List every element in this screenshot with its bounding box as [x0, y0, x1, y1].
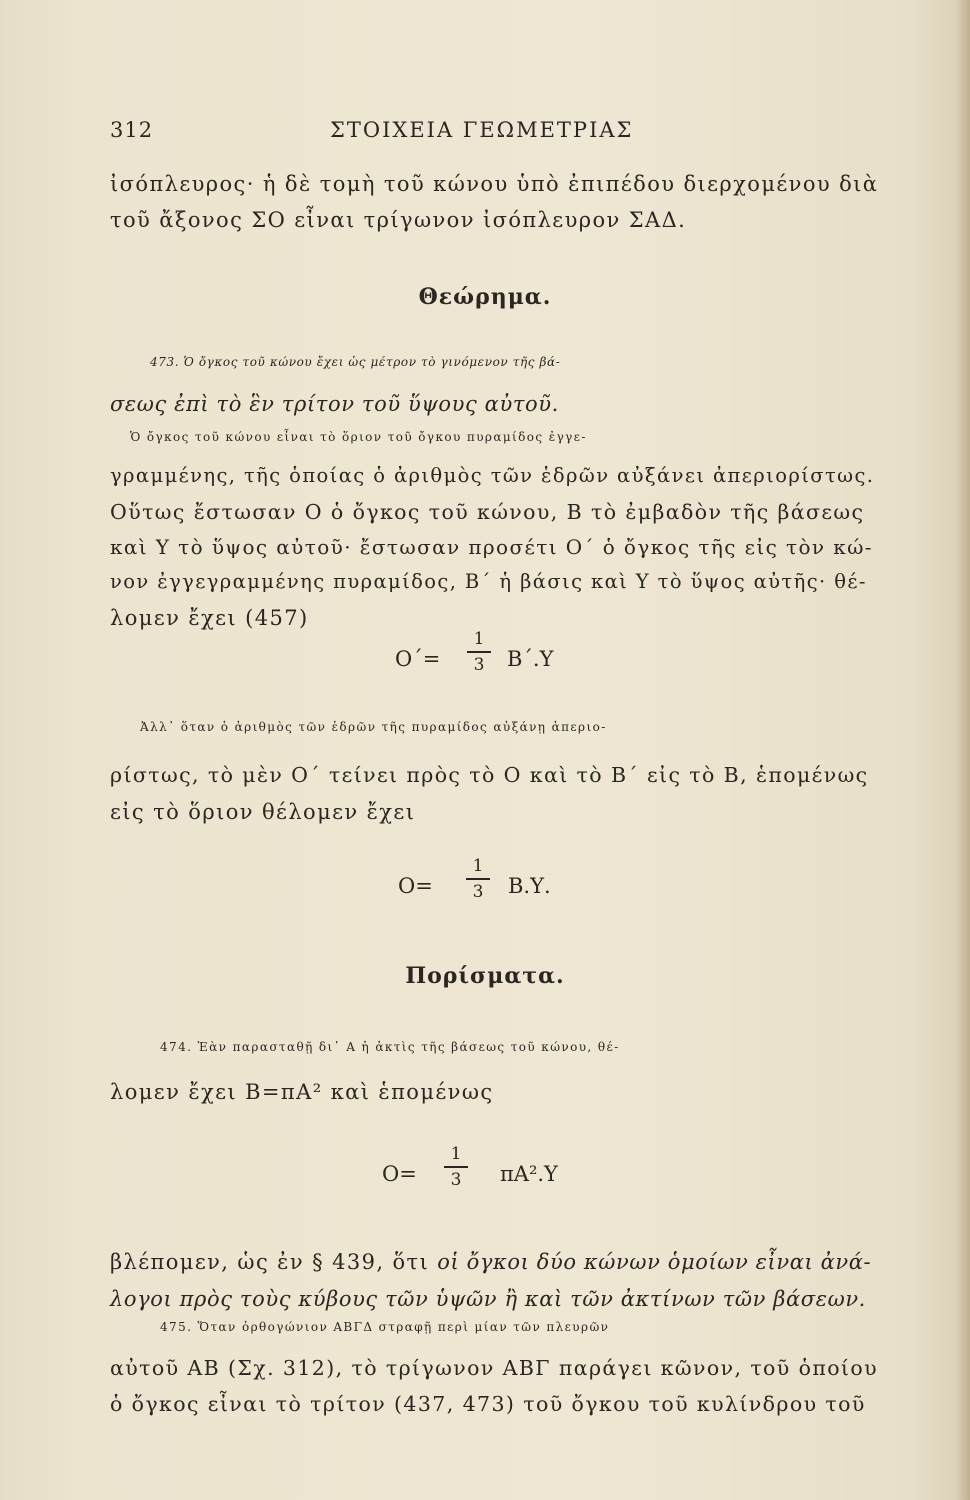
fraction-numerator: 1	[450, 1144, 462, 1164]
proof-line: καὶ Υ τὸ ὕψος αὐτοῦ· ἔστωσαν προσέτι Ο΄ ὁ ὄγκος τῆς εἰς τὸν κώ-	[110, 535, 873, 559]
corollary-line: λομεν ἔχει Β=πΑ² καὶ ἑπομένως	[110, 1080, 494, 1104]
formula-cone-volume	[398, 852, 598, 912]
page-edge-shadow	[956, 0, 970, 1500]
proof-line: λομεν ἔχει (457)	[110, 606, 309, 630]
fraction-denominator: 3	[450, 1169, 462, 1190]
formula-lhs: Ο΄=	[395, 647, 441, 671]
formula-rhs: Β΄.Υ	[507, 647, 554, 671]
theorem-heading: Θεώρημα.	[418, 284, 552, 310]
fraction-bar	[467, 651, 491, 653]
limit-line: Ἀλλ᾽ ὅταν ὁ ἀριθμὸς τῶν ἑδρῶν τῆς πυραμίδος αὐξάνῃ ἀπεριο-	[140, 720, 607, 734]
similar-cones-italic: οἱ ὄγκοι δύο κώνων ὁμοίων εἶναι ἀνά-	[437, 1250, 872, 1274]
formula-rhs: Β.Υ.	[508, 874, 551, 898]
fraction-numerator: 1	[472, 856, 484, 876]
proof-line: γραμμένης, τῆς ὁποίας ὁ ἀριθμὸς τῶν ἑδρῶν αὐξάνει ἀπεριορίστως.	[110, 464, 875, 487]
formula-lhs: Ο=	[398, 874, 433, 898]
final-line: αὐτοῦ ΑΒ (Σχ. 312), τὸ τρίγωνον ΑΒΓ παράγει κῶνον, τοῦ ὁποίου	[110, 1356, 878, 1380]
similar-cones-roman: βλέπομεν, ὡς ἐν § 439, ὅτι	[110, 1250, 430, 1274]
limit-line: ρίστως, τὸ μὲν Ο΄ τείνει πρὸς τὸ Ο καὶ τὸ Β΄ εἰς τὸ Β, ἑπομένως	[110, 763, 869, 787]
proof-line: Ὁ ὄγκος τοῦ κώνου εἶναι τὸ ὅριον τοῦ ὄγκου πυραμίδος ἐγγε-	[130, 430, 587, 444]
page-number: 312	[110, 118, 154, 142]
running-title: ΣΤΟΙΧΕΙΑ ΓΕΩΜΕΤΡΙΑΣ	[330, 118, 634, 142]
fraction-bar	[444, 1166, 468, 1168]
limit-line: εἰς τὸ ὅριον θέλομεν ἔχει	[110, 800, 416, 824]
proof-line: νον ἐγγεγραμμένης πυραμίδος, Β΄ ἡ βάσις καὶ Υ τὸ ὕψος αὐτῆς· θέ-	[110, 570, 867, 593]
fraction-numerator: 1	[473, 629, 485, 649]
formula-lhs: Ο=	[382, 1162, 417, 1186]
theorem-line: σεως ἐπὶ τὸ ἓν τρίτον τοῦ ὕψους αὐτοῦ.	[110, 392, 559, 416]
formula-rhs: πΑ².Υ	[500, 1162, 558, 1186]
final-line: ὁ ὄγκος εἶναι τὸ τρίτον (437, 473) τοῦ ὄγκου τοῦ κυλίνδρου τοῦ	[110, 1392, 866, 1416]
fraction-bar	[466, 878, 490, 880]
corollaries-heading: Πορίσματα.	[405, 963, 565, 989]
proof-line: Οὕτως ἔστωσαν Ο ὁ ὄγκος τοῦ κώνου, Β τὸ ἐμβαδὸν τῆς βάσεως	[110, 500, 865, 524]
formula-pyramid-volume	[395, 625, 595, 685]
fraction-denominator: 3	[473, 654, 485, 675]
theorem-line: 473. Ὁ ὄγκος τοῦ κώνου ἔχει ὡς μέτρον τὸ γινόμενον τῆς βά-	[150, 355, 561, 369]
corollary-line: 474. Ἐὰν παρασταθῇ δι᾽ Α ἡ ἀκτὶς τῆς βάσεως τοῦ κώνου, θέ-	[160, 1040, 620, 1054]
similar-cones-line	[110, 1250, 870, 1274]
similar-cones-italic-line: λογοι πρὸς τοὺς κύβους τῶν ὑψῶν ἢ καὶ τῶν ἀκτίνων τῶν βάσεων.	[110, 1287, 866, 1311]
fraction	[467, 629, 491, 675]
fraction	[444, 1144, 468, 1190]
running-header	[110, 118, 870, 148]
intro-line: ἰσόπλευρος· ἡ δὲ τομὴ τοῦ κώνου ὑπὸ ἐπιπέδου διερχομένου διὰ	[110, 172, 879, 196]
fraction	[466, 856, 490, 902]
intro-line: τοῦ ἄξονος ΣΟ εἶναι τρίγωνον ἰσόπλευρον ΣΑΔ.	[110, 208, 687, 232]
fraction-denominator: 3	[472, 881, 484, 902]
final-line: 475. Ὅταν ὀρθογώνιον ΑΒΓΔ στραφῇ περὶ μίαν τῶν πλευρῶν	[160, 1320, 610, 1334]
formula-cone-radius	[382, 1140, 602, 1204]
